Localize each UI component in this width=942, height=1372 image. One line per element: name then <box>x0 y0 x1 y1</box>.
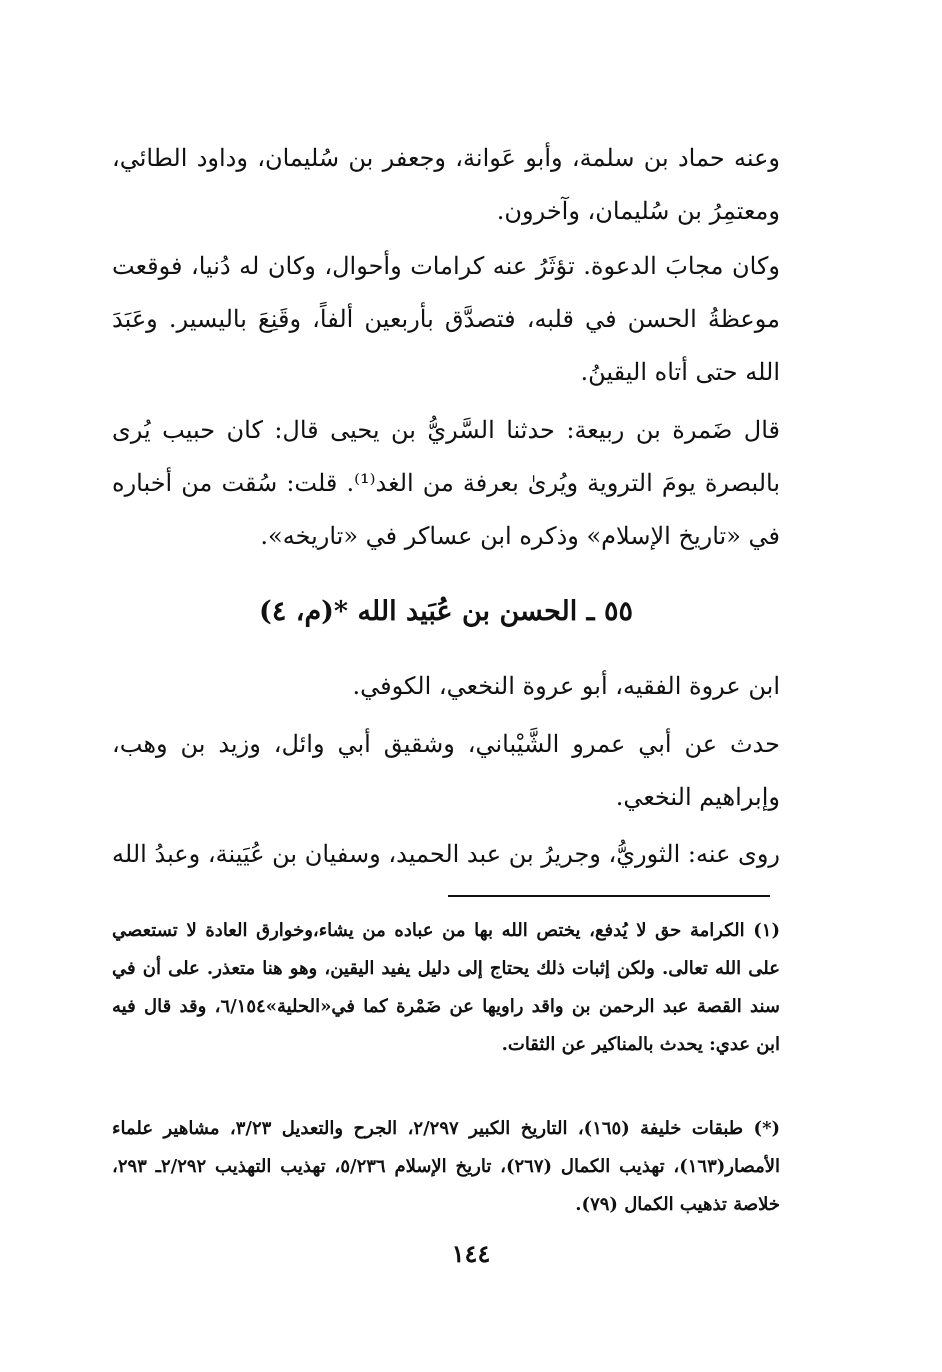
body-paragraph-3: قال ضَمرة بن ربيعة: حدثنا السَّريُّ بن يحيى قال: كان حبيب يُرى بالبصرة يومَ التروية ويُرىٰ بعرفة من الغد⁽¹⁾. قلت: سُقت من أخباره في «تاريخ الإسلام» وذكره ابن عساكر في «تاريخه». <box>112 416 780 550</box>
body-paragraph-1: وعنه حماد بن سلمة، وأبو عَوانة، وجعفر بن سُليمان، وداود الطائي، ومعتمِرُ بن سُليمان، وآخرون. <box>112 144 780 225</box>
footnote-1: (١) الكرامة حق لا يُدفع، يختص الله بها من عباده من يشاء،وخوارق العادة لا تستعصي على الله تعالى. ولكن إثبات ذلك يحتاج إلى دليل يفيد اليقين، وهو هنا متعذر. على أن في سند القصة عبد الرحمن بن واقد راويها عن ضَمْرة كما في«الحلية»٦/١٥٤، وقد قال فيه ابن عدي: يحدث بالمناكير عن الثقات. <box>112 920 781 1055</box>
footnote-sources: (*) طبقات خليفة (١٦٥)، التاريخ الكبير ٢/٢٩٧، الجرح والتعديل ٣/٢٣، مشاهير علماء الأمصار(١٦٣)، تهذيب الكمال (٢٦٧)، تاريخ الإسلام ٥/٢٣٦، تهذيب التهذيب ٢/٢٩٢ـ ٢٩٣، خلاصة تذهيب الكمال (٧٩). <box>112 1118 780 1215</box>
body-paragraph-6: روى عنه: الثوريُّ، وجريرُ بن عبد الحميد، وسفيان بن عُيَينة، وعبدُ الله <box>112 840 780 868</box>
biography-heading: ٥٥ ـ الحسن بن عُبَيد الله *(م، ٤) <box>259 596 633 627</box>
body-paragraph-5: حدث عن أبي عمرو الشَّيْباني، وشقيق أبي وائل، وزيد بن وهب، وإبراهيم النخعي. <box>112 730 780 811</box>
page-number: ١٤٤ <box>451 1239 491 1268</box>
body-paragraph-4: ابن عروة الفقيه، أبو عروة النخعي، الكوفي. <box>352 672 780 700</box>
body-paragraph-2: وكان مجابَ الدعوة. تؤثَرُ عنه كرامات وأحوال، وكان له دُنيا، فوقعت موعظةُ الحسن في قلبه، فتصدَّق بأربعين ألفاً، وقَنِعَ باليسير. وعَبَدَ الله حتى أتاه اليقينُ. <box>112 252 780 386</box>
footnote-separator <box>448 895 770 897</box>
